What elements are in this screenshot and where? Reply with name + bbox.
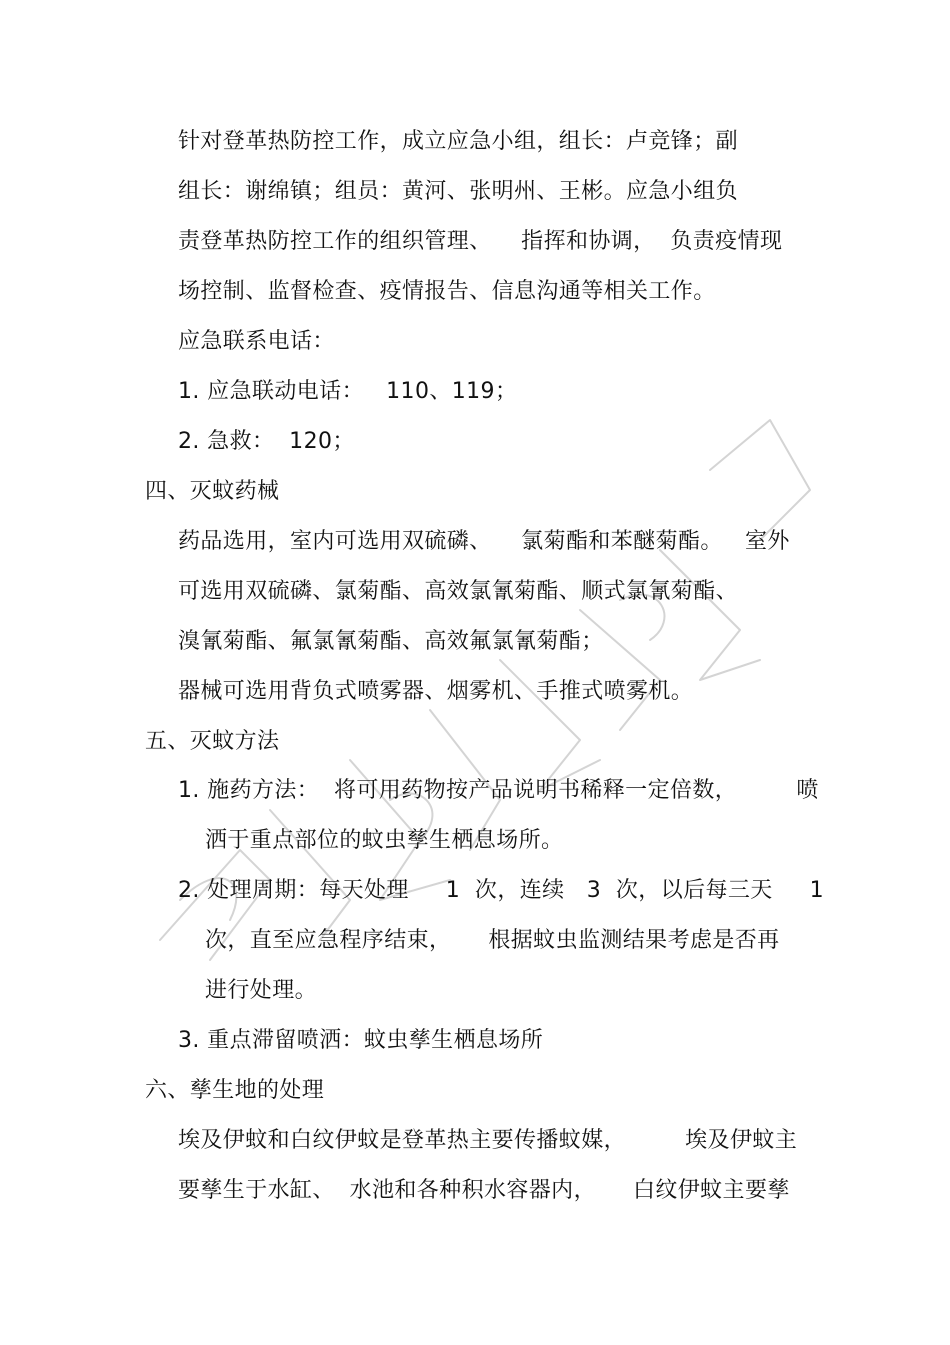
doc-line-4: 场控制、监督检查、疫情报告、信息沟通等相关工作。 [178,279,716,304]
doc-line-9: 药品选用，室内可选用双硫磷、 氯菊酯和苯醚菊酯。 室外 [178,529,790,554]
doc-line-18: 进行处理。 [205,978,318,1003]
doc-line-21: 埃及伊蚊和白纹伊蚊是登革热主要传播蚊媒， 埃及伊蚊主 [178,1128,798,1153]
doc-line-2: 组长：谢绵镇；组员：黄河、张明州、王彬。应急小组负 [178,179,739,204]
doc-line-16: 2. 处理周期：每天处理 1 次，连续 3 次，以后每三天 1 [178,878,825,903]
section-heading-5: 五、灭蚊方法 [145,729,280,754]
doc-line-17: 次，直至应急程序结束， 根据蚊虫监测结果考虑是否再 [205,928,780,953]
doc-line-12: 器械可选用背负式喷雾器、烟雾机、手推式喷雾机。 [178,679,694,704]
doc-line-1: 针对登革热防控工作，成立应急小组，组长：卢竞锋；副 [178,129,739,154]
doc-line-5: 应急联系电话： [178,329,335,354]
doc-line-14: 1. 施药方法： 将可用药物按产品说明书稀释一定倍数， 喷 [178,778,819,803]
doc-line-15: 洒于重点部位的蚊虫孳生栖息场所。 [205,828,564,853]
section-heading-4: 四、灭蚊药械 [145,479,280,504]
doc-line-3: 责登革热防控工作的组织管理、 指挥和协调， 负责疫情现 [178,229,783,254]
doc-line-19: 3. 重点滞留喷洒：蚊虫孳生栖息场所 [178,1028,544,1053]
doc-line-10: 可选用双硫磷、氯菊酯、高效氯氰菊酯、顺式氯氰菊酯、 [178,579,739,604]
section-heading-6: 六、孳生地的处理 [145,1078,325,1103]
doc-line-11: 溴氰菊酯、氟氯氰菊酯、高效氟氯氰菊酯； [178,629,604,654]
doc-line-7: 2. 急救： 120； [178,429,355,454]
doc-line-22: 要孳生于水缸、 水池和各种积水容器内， 白纹伊蚊主要孳 [178,1178,790,1203]
doc-line-6: 1. 应急联动电话： 110、119； [178,379,518,404]
